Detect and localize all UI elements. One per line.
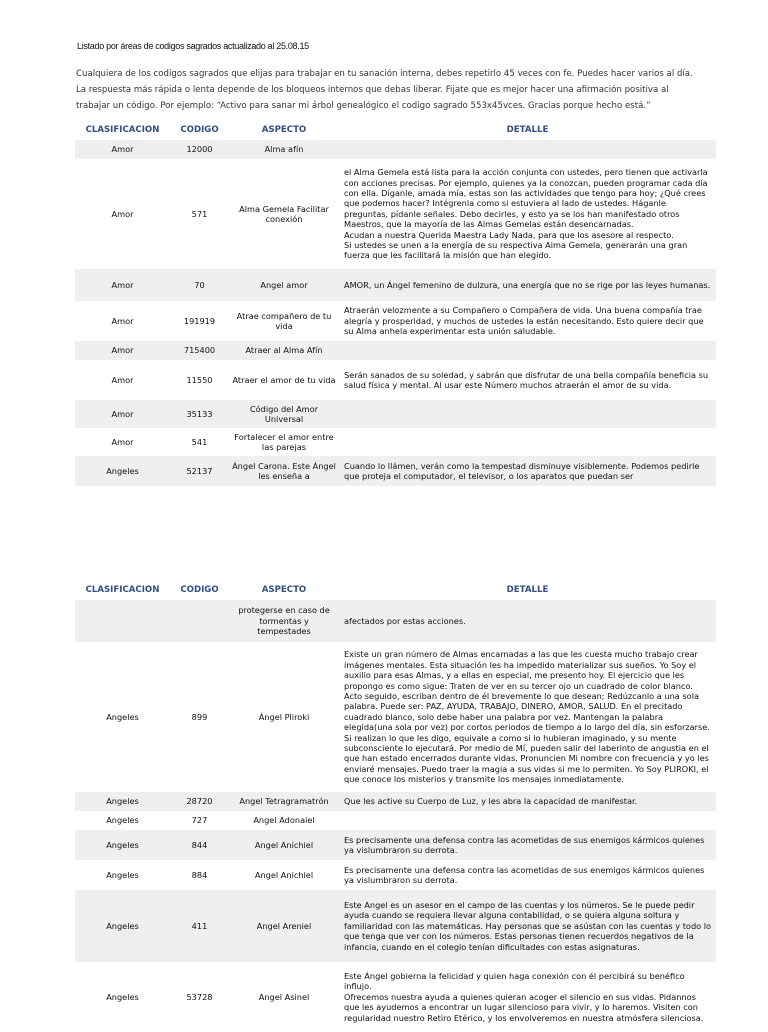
- cell-clasificacion: Amor: [111, 208, 134, 219]
- cell-codigo: 11550: [186, 374, 213, 385]
- cell-aspecto: Alma Gemela Facilitar conexión: [239, 203, 329, 224]
- cell-codigo: 884: [191, 869, 208, 880]
- header-detalle: DETALLE: [506, 585, 549, 595]
- cell-detalle: [339, 811, 716, 830]
- cell-clasificacion: Angeles: [106, 869, 139, 880]
- cell-detalle: [339, 400, 716, 428]
- cell-codigo: 53728: [186, 991, 213, 1002]
- cell-aspecto: Angel Adonaiel: [253, 815, 315, 826]
- cell-clasificacion: Amor: [111, 436, 134, 447]
- cell-aspecto: Atrae compañero de tu vida: [236, 310, 332, 331]
- cell-detalle: Es precisamente una defensa contra las acometidas de sus enemigos kármicos quienes ya vislumbraron su derrota.: [344, 864, 705, 885]
- header-clasificacion: CLASIFICACION: [85, 585, 160, 595]
- cell-codigo: 70: [170, 269, 229, 301]
- cell-aspecto: Angel Tetragramatrón: [229, 792, 339, 811]
- cell-codigo: 12000: [170, 140, 229, 159]
- cell-detalle: Existe un gran número de Almas encarnadas a las que les cuesta mucho trabajo crear imágenes mentales. Esta situación les ha impedido materializar sus sueños. Yo Soy el auxilio para esas Almas, y a ellas en especial, me presento hoy. El ejercicio que les propongo es como sigue: Traten de ver en su tercer ojo un cuadrado de color blanco. Acto seguido, escriban dentro de él brevemente lo que desean; Redúzcanlo a una sola palabra. Puede ser: PAZ, AYUDA, TRABAJO, DINERO, AMOR, SALUD. En el precitado cuadrado blanco, solo debe haber una palabra por vez. Mantengan la palabra elegida(una sola por vez) por cortos periodos de tiempo a lo largo del día, sin esforzarse. Si realizan lo que les digo, equivale a como si lo hubieran imaginado, y su mente subconsciente lo ejecutará. Por medio de Mí, pueden salir del laberinto de angustia en el que han estado encerrados durante vidas. Pronuncien Mi nombre con frecuencia y yo les enviaré mensajes. Puedo traer la magia a sus vidas si me lo permiten. Yo Soy PLIROKI, el que conoce los misterios y transmite los mensajes inmediatamente.: [344, 649, 710, 785]
- cell-aspecto: Angel Anichiel: [229, 830, 339, 860]
- cell-aspecto: Ángel Carona. Este Ángel les enseña a: [229, 456, 339, 486]
- cell-clasificacion: Amor: [111, 374, 134, 385]
- header-aspecto: ASPECTO: [261, 585, 307, 595]
- cell-aspecto: Fortalecer el amor entre las parejas: [234, 431, 334, 452]
- cell-codigo: 899: [191, 711, 208, 722]
- table-row: [75, 428, 716, 456]
- table-row: [75, 600, 716, 642]
- header-aspecto: ASPECTO: [261, 125, 307, 135]
- cell-clasificacion: Angeles: [106, 991, 139, 1002]
- cell-detalle: Serán sanados de su soledad, y sabrán que disfrutar de una bella compañía beneficia su salud física y mental. Al usar este Número muchos atraerán el amor de su vida.: [344, 369, 709, 390]
- table-row: [75, 140, 716, 159]
- table-row: [75, 642, 716, 792]
- cell-clasificacion: Amor: [75, 269, 170, 301]
- header-detalle: DETALLE: [506, 125, 549, 135]
- cell-detalle: Este Ángel gobierna la felicidad y quien haga conexión con él percibirá su benéfico influjo. Ofrecemos nuestra ayuda a quienes quieran acoger el silencio en sus vidas. Pidannos que les ayudemos a encontrar un lugar silencioso para vivir, y lo haremos. Visiten con regularidad nuestro Retiro Etérico, y los envolveremos en nuestra atmósfera silenciosa.: [344, 970, 704, 1023]
- cell-codigo: 191919: [183, 315, 216, 326]
- table-row: [75, 811, 716, 830]
- intro-paragraph: Cualquiera de los codigos sagrados que elijas para trabajar en tu sanación interna, debes repetirlo 45 veces con fe. Puedes hacer varios al día. La respuesta más rápida o lenta depende de los bloqueos internos que debas liberar. Fijate que es mejor hacer una afirmación positiva al trabajar un código. Por ejemplo: “Activo para sanar mi árbol genealógico el codigo sagrado 553x45vces. Gracias porque hecho está.”: [76, 69, 693, 111]
- table-row: [75, 360, 716, 400]
- cell-detalle: [339, 341, 716, 360]
- header-codigo: CODIGO: [180, 585, 219, 595]
- cell-clasificacion: Angeles: [75, 890, 170, 962]
- cell-clasificacion: [75, 600, 170, 642]
- cell-detalle: Que les active su Cuerpo de Luz, y les abra la capacidad de manifestar.: [339, 792, 716, 811]
- cell-aspecto: Código del Amor Universal: [229, 400, 339, 428]
- cell-clasificacion: Angeles: [106, 815, 139, 826]
- table-row: [75, 400, 716, 428]
- cell-detalle: AMOR, un Ángel femenino de dulzura, una energía que no se rige por las leyes humanas.: [339, 269, 716, 301]
- cell-clasificacion: Amor: [75, 341, 170, 360]
- cell-detalle: [339, 428, 716, 456]
- table-body: [75, 140, 716, 486]
- cell-aspecto: Angel Anichiel: [254, 869, 314, 880]
- cell-codigo: 411: [170, 890, 229, 962]
- cell-clasificacion: Amor: [75, 400, 170, 428]
- cell-codigo: 28720: [170, 792, 229, 811]
- cell-codigo: 35133: [170, 400, 229, 428]
- codes-table-1: [75, 120, 716, 486]
- table-row: [75, 301, 716, 341]
- table-row: [75, 962, 716, 1032]
- cell-codigo: 571: [191, 208, 208, 219]
- cell-clasificacion: Amor: [111, 315, 134, 326]
- cell-aspecto: Atraer al Alma Afín: [229, 341, 339, 360]
- table-row: [75, 341, 716, 360]
- table-row: [75, 830, 716, 860]
- table-header-row: [75, 580, 716, 600]
- document-title: Listado por áreas de codigos sagrados actualizado al 25.08.15: [77, 41, 309, 51]
- cell-aspecto: Alma afín: [229, 140, 339, 159]
- table-header-row: [75, 120, 716, 140]
- cell-detalle: [339, 140, 716, 159]
- table-row: [75, 890, 716, 962]
- cell-codigo: 541: [191, 436, 208, 447]
- table-row: [75, 456, 716, 486]
- cell-clasificacion: Angeles: [75, 830, 170, 860]
- cell-detalle: Atraerán velozmente a su Compañero o Compañera de vida. Una buena compañía trae alegría y prosperidad, y muchos de ustedes la están necesitando. Esto quiere decir que su Alma anhela experimentar esta unión saludable.: [344, 305, 704, 337]
- cell-aspecto: Angel Areniel: [229, 890, 339, 962]
- cell-aspecto: Angel amor: [229, 269, 339, 301]
- table-row: [75, 269, 716, 301]
- cell-aspecto: Ángel Pliroki: [258, 711, 310, 722]
- cell-detalle: Este Angel es un asesor en el campo de las cuentas y los números. Se le puede pedir ayuda cuando se requiera llevar alguna contabilidad, o se quiera alguna soltura y familiaridad con las matemáticas. Hay personas que se asústan con las cuentas y todo lo que tenga que ver con los números. Estas personas tienen recuerdos negativos de la infancia, cuando en el colegio tenían dificultades con estas asignaturas.: [339, 890, 716, 962]
- header-clasificacion: CLASIFICACION: [85, 125, 160, 135]
- header-codigo: CODIGO: [180, 125, 219, 135]
- codes-table-2: [75, 580, 716, 1032]
- cell-clasificacion: Angeles: [106, 711, 139, 722]
- cell-codigo: 727: [191, 815, 208, 826]
- cell-detalle: Es precisamente una defensa contra las acometidas de sus enemigos kármicos quienes ya vislumbraron su derrota.: [339, 830, 716, 860]
- table-row: [75, 159, 716, 269]
- cell-codigo: 844: [170, 830, 229, 860]
- table-row: [75, 792, 716, 811]
- cell-detalle: el Alma Gemela está lista para la acción conjunta con ustedes, pero tienen que activarla con acciones precisas. Por ejemplo, quienes ya la conozcan, pueden programar cada día con ella. Díganle, amada mía, estas son las actividades que tengo para hoy; ¿Qué crees que podemos hacer? Intégrenla como si estuviera al lado de ustedes. Háganle preguntas, pídanle señales. Debo decirles, y esto ya se los han manifestado otros Maestros, que la mayoría de las Almas Gemelas están desencarnadas. Acudan a nuestra Querida Maestra Lady Nada, para que los asesore al respecto. Si ustedes se unen a la energía de su respectiva Alma Gemela, generarán una gran fuerza que les facilitará la misión que han elegido.: [344, 167, 708, 261]
- table-row: [75, 860, 716, 890]
- cell-codigo: 715400: [170, 341, 229, 360]
- cell-detalle: Cuando lo llámen, verán como la tempestad disminuye visiblemente. Podemos pedirle que proteja el computador, el televisor, o los aparatos que puedan ser: [339, 456, 716, 486]
- cell-codigo: [170, 600, 229, 642]
- cell-aspecto: protegerse en caso de tormentas y tempestades: [229, 600, 339, 642]
- cell-aspecto: Atraer el amor de tu vida: [232, 374, 336, 385]
- cell-clasificacion: Angeles: [75, 792, 170, 811]
- cell-clasificacion: Angeles: [75, 456, 170, 486]
- cell-clasificacion: Amor: [75, 140, 170, 159]
- cell-detalle: afectados por estas acciones.: [339, 600, 716, 642]
- cell-aspecto: Angel Asinel: [258, 991, 310, 1002]
- cell-codigo: 52137: [170, 456, 229, 486]
- table-body: [75, 600, 716, 1032]
